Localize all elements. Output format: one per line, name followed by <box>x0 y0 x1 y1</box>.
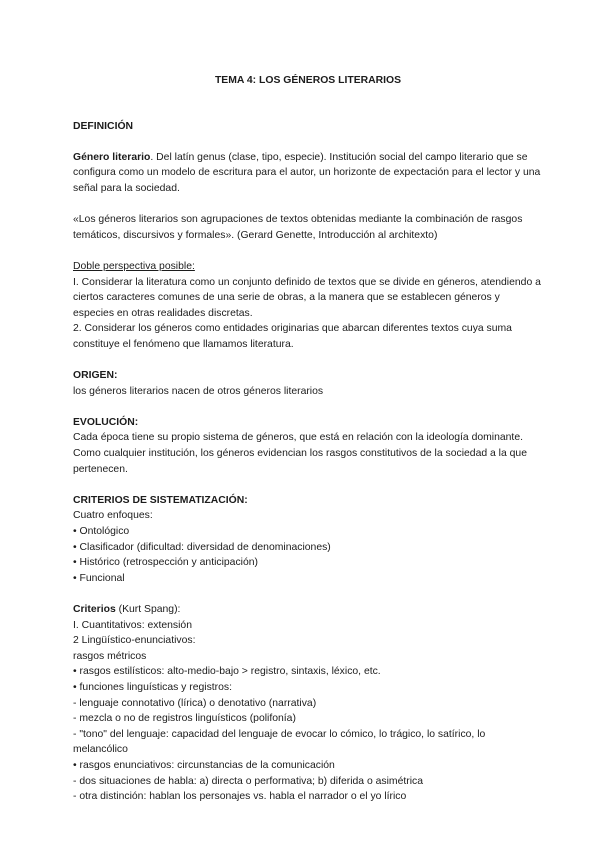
list-item: • Clasificador (dificultad: diversidad de denominaciones) <box>73 541 331 553</box>
list-item: - dos situaciones de habla: a) directa o performativa; b) diferida o asimétrica <box>73 775 423 787</box>
list-item: • rasgos estilísticos: alto-medio-bajo > registro, sintaxis, léxico, etc. <box>73 666 381 678</box>
term-genero-literario: Género literario <box>73 151 151 163</box>
list-item: • Funcional <box>73 572 125 584</box>
criterios-author: (Kurt Spang): <box>115 604 181 615</box>
perspectiva-item-2a: 2. Considerar los géneros como entidades originarias que abarcan diferentes textos cuya suma <box>73 323 512 335</box>
perspectiva-item-1: I. Considerar la literatura como un conjunto definido de textos que se divide en géneros, atendiendo a ciertos caracteres comunes de una serie de obras, a la manera que se establecen géneros y especies en otras realidades discretas. <box>73 276 541 319</box>
section-heading-evolucion: EVOLUCIÓN: <box>73 416 139 428</box>
list-item: • Ontológico <box>73 526 130 538</box>
origen-text: los géneros literarios nacen de otros géneros literarios <box>73 385 324 397</box>
criterios-heading-line <box>73 602 543 618</box>
list-item: • Histórico (retrospección y anticipación) <box>73 557 258 569</box>
section-heading-origen: ORIGEN: <box>73 370 118 382</box>
enfoques-intro: Cuatro enfoques: <box>73 510 153 522</box>
list-item: - "tono" del lenguaje: capacidad del lenguaje de evocar lo cómico, lo trágico, lo satírico, lo melancólico <box>73 728 486 756</box>
list-item: I. Cuantitativos: extensión <box>73 619 192 631</box>
definition-text: . Del latín genus (clase, tipo, especie). Institución social del campo literario que se configura como un modelo de escritura para el autor, un horizonte de expectación para el lector y una señal para la sociedad. <box>73 151 541 194</box>
perspectiva-item-2b: constituye el fenómeno que llamamos literatura. <box>73 338 294 350</box>
definition-paragraph <box>73 150 543 197</box>
document-page <box>73 73 543 805</box>
section-heading-criterios-sistematizacion: CRITERIOS DE SISTEMATIZACIÓN: <box>73 494 248 506</box>
list-item: • funciones linguísticas y registros: <box>73 681 232 693</box>
section-heading-definicion: DEFINICIÓN <box>73 120 134 132</box>
list-item: - mezcla o no de registros linguísticos (polifonía) <box>73 713 296 725</box>
list-item: - otra distinción: hablan los personajes vs. habla el narrador o el yo lírico <box>73 791 407 803</box>
list-item: - lenguaje connotativo (lírica) o denotativo (narrativa) <box>73 697 317 709</box>
list-item: rasgos métricos <box>73 650 147 662</box>
list-item: • rasgos enunciativos: circunstancias de la comunicación <box>73 759 335 771</box>
page-title: TEMA 4: LOS GÉNEROS LITERARIOS <box>214 75 402 86</box>
list-item: 2 Lingüístico-enunciativos: <box>73 635 196 647</box>
genette-quote: «Los géneros literarios son agrupaciones de textos obtenidas mediante la combinación de rasgos temáticos, discursivos y formales». (Gerard Genette, Introducción al architexto) <box>73 214 523 241</box>
evolucion-text: Cada época tiene su propio sistema de géneros, que está en relación con la ideología dominante. Como cualquier institución, los géneros evidencian los rasgos constitutivos de la sociedad a la que pertenecen. <box>73 432 527 475</box>
perspectiva-heading: Doble perspectiva posible: <box>73 260 195 272</box>
criterios-heading: Criterios <box>73 604 116 615</box>
